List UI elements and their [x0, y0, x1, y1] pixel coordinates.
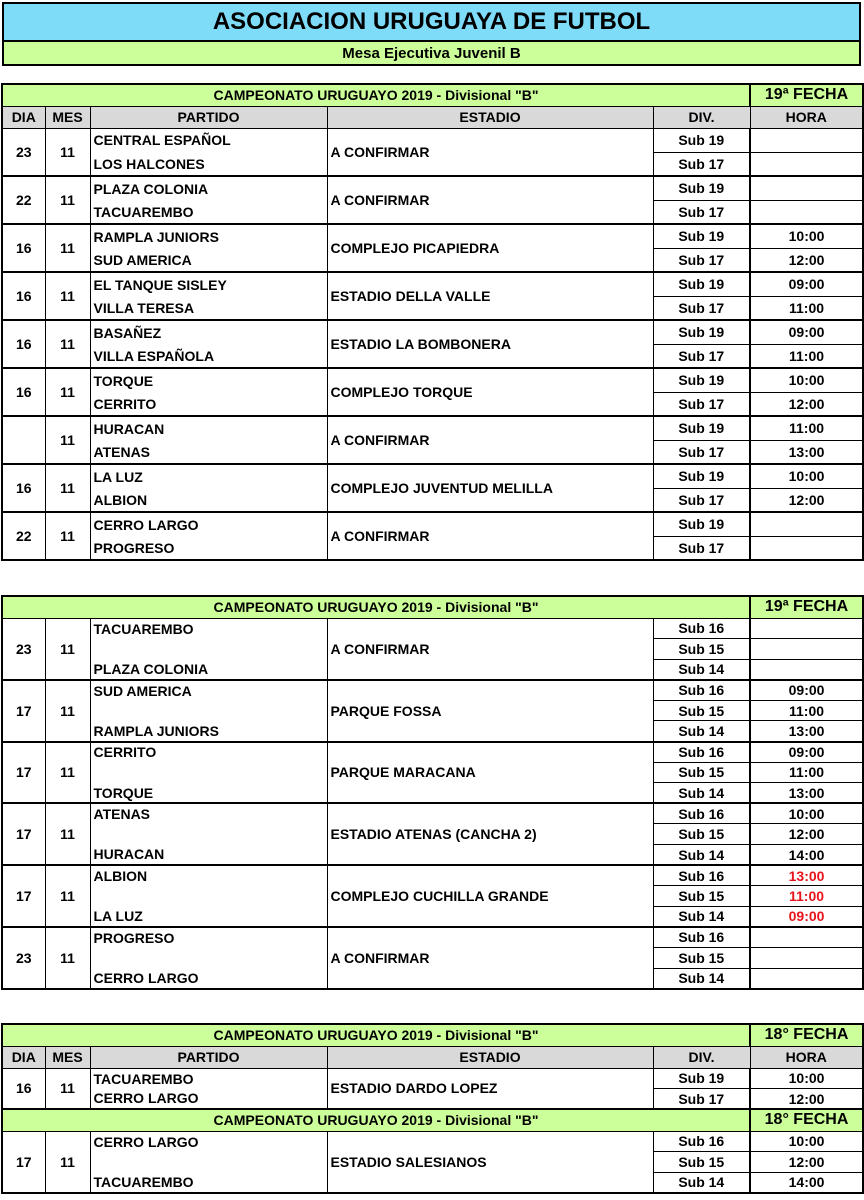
kickoff-time: 09:00: [750, 272, 863, 296]
match-day: 16: [2, 320, 45, 368]
column-header-partido: PARTIDO: [90, 1046, 327, 1068]
match-row: [2, 272, 863, 296]
stadium: PARQUE FOSSA: [327, 680, 653, 742]
kickoff-time: 14:00: [750, 845, 863, 866]
kickoff-time: 09:00: [750, 320, 863, 344]
round-label: 19ª FECHA: [750, 84, 863, 106]
home-team: PLAZA COLONIA: [90, 176, 327, 200]
page-title: ASOCIACION URUGUAYA DE FUTBOL: [2, 2, 861, 42]
division: Sub 14: [653, 845, 750, 866]
kickoff-time: [750, 948, 863, 969]
division: Sub 15: [653, 886, 750, 907]
match-month: 11: [45, 680, 90, 742]
division: Sub 17: [653, 1089, 750, 1110]
kickoff-time: 10:00: [750, 1131, 863, 1152]
home-team: CERRITO: [90, 742, 327, 763]
division: Sub 17: [653, 392, 750, 416]
match-month: 11: [45, 320, 90, 368]
stadium: COMPLEJO TORQUE: [327, 368, 653, 416]
stadium: ESTADIO SALESIANOS: [327, 1131, 653, 1193]
team-spacer: [90, 639, 327, 660]
away-team: SUD AMERICA: [90, 248, 327, 272]
match-month: 11: [45, 464, 90, 512]
kickoff-time: [750, 639, 863, 660]
column-header-estadio: ESTADIO: [327, 1046, 653, 1068]
schedule-table-section-2: [1, 595, 864, 990]
kickoff-time: [750, 176, 863, 200]
stadium: PARQUE MARACANA: [327, 742, 653, 804]
home-team: HURACAN: [90, 416, 327, 440]
division: Sub 14: [653, 906, 750, 927]
match-day: 17: [2, 742, 45, 804]
kickoff-time: 12:00: [750, 488, 863, 512]
division: Sub 19: [653, 176, 750, 200]
division: Sub 14: [653, 721, 750, 742]
match-day: 16: [2, 224, 45, 272]
kickoff-time: 10:00: [750, 1068, 863, 1089]
kickoff-time: 13:00: [750, 783, 863, 804]
division: Sub 17: [653, 152, 750, 176]
division: Sub 19: [653, 224, 750, 248]
match-day: 17: [2, 803, 45, 865]
stadium: ESTADIO LA BOMBONERA: [327, 320, 653, 368]
division: Sub 17: [653, 440, 750, 464]
away-team: RAMPLA JUNIORS: [90, 721, 327, 742]
column-header-hora: HORA: [750, 106, 863, 128]
home-team: EL TANQUE SISLEY: [90, 272, 327, 296]
kickoff-time: [750, 618, 863, 639]
section-title-row: [2, 1109, 863, 1131]
match-month: 11: [45, 176, 90, 224]
match-month: 11: [45, 618, 90, 680]
kickoff-time: 09:00: [750, 680, 863, 701]
section-title: CAMPEONATO URUGUAYO 2019 - Divisional "B": [2, 596, 750, 618]
away-team: LA LUZ: [90, 906, 327, 927]
match-row: [2, 464, 863, 488]
match-row: [2, 680, 863, 701]
home-team: BASAÑEZ: [90, 320, 327, 344]
division: Sub 19: [653, 320, 750, 344]
division: Sub 19: [653, 512, 750, 536]
match-row: [2, 224, 863, 248]
match-row: [2, 1131, 863, 1152]
match-day: 16: [2, 368, 45, 416]
column-header-row: [2, 1046, 863, 1068]
match-month: 11: [45, 927, 90, 989]
match-row: [2, 618, 863, 639]
team-spacer: [90, 948, 327, 969]
match-day: [2, 416, 45, 464]
stadium: ESTADIO DELLA VALLE: [327, 272, 653, 320]
division: Sub 15: [653, 762, 750, 783]
column-header-dia: DIA: [2, 106, 45, 128]
team-spacer: [90, 1152, 327, 1173]
kickoff-time: 09:00: [750, 742, 863, 763]
match-day: 23: [2, 618, 45, 680]
stadium: COMPLEJO JUVENTUD MELILLA: [327, 464, 653, 512]
column-header-mes: MES: [45, 1046, 90, 1068]
home-team: RAMPLA JUNIORS: [90, 224, 327, 248]
away-team: VILLA TERESA: [90, 296, 327, 320]
away-team: TORQUE: [90, 783, 327, 804]
kickoff-time: 13:00: [750, 721, 863, 742]
match-day: 16: [2, 272, 45, 320]
division: Sub 19: [653, 368, 750, 392]
stadium: A CONFIRMAR: [327, 512, 653, 560]
page-subtitle: Mesa Ejecutiva Juvenil B: [2, 42, 861, 66]
match-row: [2, 416, 863, 440]
match-row: [2, 927, 863, 948]
match-month: 11: [45, 128, 90, 176]
division: Sub 14: [653, 783, 750, 804]
column-header-div: DIV.: [653, 1046, 750, 1068]
home-team: LA LUZ: [90, 464, 327, 488]
division: Sub 17: [653, 200, 750, 224]
kickoff-time: 14:00: [750, 1172, 863, 1193]
section-title-row: [2, 596, 863, 618]
column-header-partido: PARTIDO: [90, 106, 327, 128]
stadium: A CONFIRMAR: [327, 618, 653, 680]
home-team: ATENAS: [90, 803, 327, 824]
section-title: CAMPEONATO URUGUAYO 2019 - Divisional "B": [2, 1109, 750, 1131]
match-row: [2, 320, 863, 344]
kickoff-time: 12:00: [750, 392, 863, 416]
kickoff-time: 11:00: [750, 762, 863, 783]
division: Sub 16: [653, 865, 750, 886]
division: Sub 19: [653, 416, 750, 440]
column-header-mes: MES: [45, 106, 90, 128]
match-month: 11: [45, 512, 90, 560]
team-spacer: [90, 886, 327, 907]
match-row: [2, 368, 863, 392]
kickoff-time: [750, 200, 863, 224]
away-team: PLAZA COLONIA: [90, 659, 327, 680]
kickoff-time: [750, 659, 863, 680]
division: Sub 19: [653, 128, 750, 152]
match-day: 16: [2, 1068, 45, 1109]
match-month: 11: [45, 865, 90, 927]
stadium: ESTADIO DARDO LOPEZ: [327, 1068, 653, 1109]
match-day: 17: [2, 680, 45, 742]
kickoff-time: 13:00: [750, 865, 863, 886]
division: Sub 17: [653, 248, 750, 272]
away-team: HURACAN: [90, 845, 327, 866]
home-team: TORQUE: [90, 368, 327, 392]
kickoff-time: 13:00: [750, 440, 863, 464]
division: Sub 17: [653, 296, 750, 320]
schedule-table-section-1: [1, 83, 864, 561]
round-label: 18° FECHA: [750, 1109, 863, 1131]
section-title-row: [2, 1024, 863, 1046]
division: Sub 17: [653, 536, 750, 560]
home-team: TACUAREMBO: [90, 618, 327, 639]
division: Sub 16: [653, 680, 750, 701]
match-day: 22: [2, 512, 45, 560]
away-team: ALBION: [90, 488, 327, 512]
home-team: TACUAREMBO: [90, 1068, 327, 1089]
kickoff-time: 11:00: [750, 700, 863, 721]
home-team: SUD AMERICA: [90, 680, 327, 701]
division: Sub 19: [653, 464, 750, 488]
column-header-div: DIV.: [653, 106, 750, 128]
match-row: [2, 865, 863, 886]
kickoff-time: 10:00: [750, 368, 863, 392]
kickoff-time: 12:00: [750, 1089, 863, 1110]
match-month: 11: [45, 224, 90, 272]
division: Sub 15: [653, 639, 750, 660]
kickoff-time: 11:00: [750, 416, 863, 440]
match-month: 11: [45, 1068, 90, 1109]
schedule-table-section-3: [1, 1023, 864, 1194]
match-month: 11: [45, 742, 90, 804]
kickoff-time: 11:00: [750, 296, 863, 320]
division: Sub 17: [653, 488, 750, 512]
match-month: 11: [45, 803, 90, 865]
away-team: CERRO LARGO: [90, 1089, 327, 1110]
kickoff-time: 10:00: [750, 224, 863, 248]
column-header-hora: HORA: [750, 1046, 863, 1068]
stadium: COMPLEJO PICAPIEDRA: [327, 224, 653, 272]
division: Sub 19: [653, 1068, 750, 1089]
stadium: A CONFIRMAR: [327, 128, 653, 176]
stadium: A CONFIRMAR: [327, 927, 653, 989]
match-day: 23: [2, 128, 45, 176]
away-team: VILLA ESPAÑOLA: [90, 344, 327, 368]
division: Sub 15: [653, 824, 750, 845]
match-row: [2, 1068, 863, 1089]
kickoff-time: [750, 128, 863, 152]
kickoff-time: 11:00: [750, 886, 863, 907]
kickoff-time: 10:00: [750, 803, 863, 824]
division: Sub 17: [653, 344, 750, 368]
team-spacer: [90, 762, 327, 783]
division: Sub 14: [653, 1172, 750, 1193]
match-day: 17: [2, 865, 45, 927]
match-row: [2, 176, 863, 200]
division: Sub 19: [653, 272, 750, 296]
division: Sub 15: [653, 1152, 750, 1173]
match-day: 22: [2, 176, 45, 224]
away-team: TACUAREMBO: [90, 200, 327, 224]
stadium: A CONFIRMAR: [327, 176, 653, 224]
home-team: CERRO LARGO: [90, 1131, 327, 1152]
home-team: PROGRESO: [90, 927, 327, 948]
home-team: CERRO LARGO: [90, 512, 327, 536]
kickoff-time: [750, 536, 863, 560]
match-month: 11: [45, 368, 90, 416]
kickoff-time: [750, 927, 863, 948]
match-month: 11: [45, 1131, 90, 1193]
round-label: 18° FECHA: [750, 1024, 863, 1046]
away-team: CERRO LARGO: [90, 968, 327, 989]
kickoff-time: 12:00: [750, 824, 863, 845]
division: Sub 16: [653, 742, 750, 763]
home-team: CENTRAL ESPAÑOL: [90, 128, 327, 152]
match-day: 17: [2, 1131, 45, 1193]
away-team: TACUAREMBO: [90, 1172, 327, 1193]
away-team: ATENAS: [90, 440, 327, 464]
match-month: 11: [45, 272, 90, 320]
column-header-estadio: ESTADIO: [327, 106, 653, 128]
kickoff-time: 10:00: [750, 464, 863, 488]
section-title-row: [2, 84, 863, 106]
stadium: ESTADIO ATENAS (CANCHA 2): [327, 803, 653, 865]
division: Sub 15: [653, 948, 750, 969]
kickoff-time: [750, 152, 863, 176]
match-row: [2, 742, 863, 763]
kickoff-time: [750, 512, 863, 536]
team-spacer: [90, 824, 327, 845]
column-header-dia: DIA: [2, 1046, 45, 1068]
match-row: [2, 512, 863, 536]
kickoff-time: 09:00: [750, 906, 863, 927]
division: Sub 16: [653, 803, 750, 824]
match-row: [2, 128, 863, 152]
kickoff-time: 11:00: [750, 344, 863, 368]
match-month: 11: [45, 416, 90, 464]
division: Sub 16: [653, 618, 750, 639]
division: Sub 15: [653, 700, 750, 721]
match-row: [2, 803, 863, 824]
kickoff-time: 12:00: [750, 248, 863, 272]
away-team: CERRITO: [90, 392, 327, 416]
division: Sub 14: [653, 659, 750, 680]
match-day: 16: [2, 464, 45, 512]
section-title: CAMPEONATO URUGUAYO 2019 - Divisional "B": [2, 1024, 750, 1046]
division: Sub 16: [653, 1131, 750, 1152]
away-team: LOS HALCONES: [90, 152, 327, 176]
away-team: PROGRESO: [90, 536, 327, 560]
kickoff-time: 12:00: [750, 1152, 863, 1173]
division: Sub 16: [653, 927, 750, 948]
team-spacer: [90, 700, 327, 721]
column-header-row: [2, 106, 863, 128]
round-label: 19ª FECHA: [750, 596, 863, 618]
match-day: 23: [2, 927, 45, 989]
section-title: CAMPEONATO URUGUAYO 2019 - Divisional "B": [2, 84, 750, 106]
stadium: A CONFIRMAR: [327, 416, 653, 464]
stadium: COMPLEJO CUCHILLA GRANDE: [327, 865, 653, 927]
home-team: ALBION: [90, 865, 327, 886]
division: Sub 14: [653, 968, 750, 989]
kickoff-time: [750, 968, 863, 989]
